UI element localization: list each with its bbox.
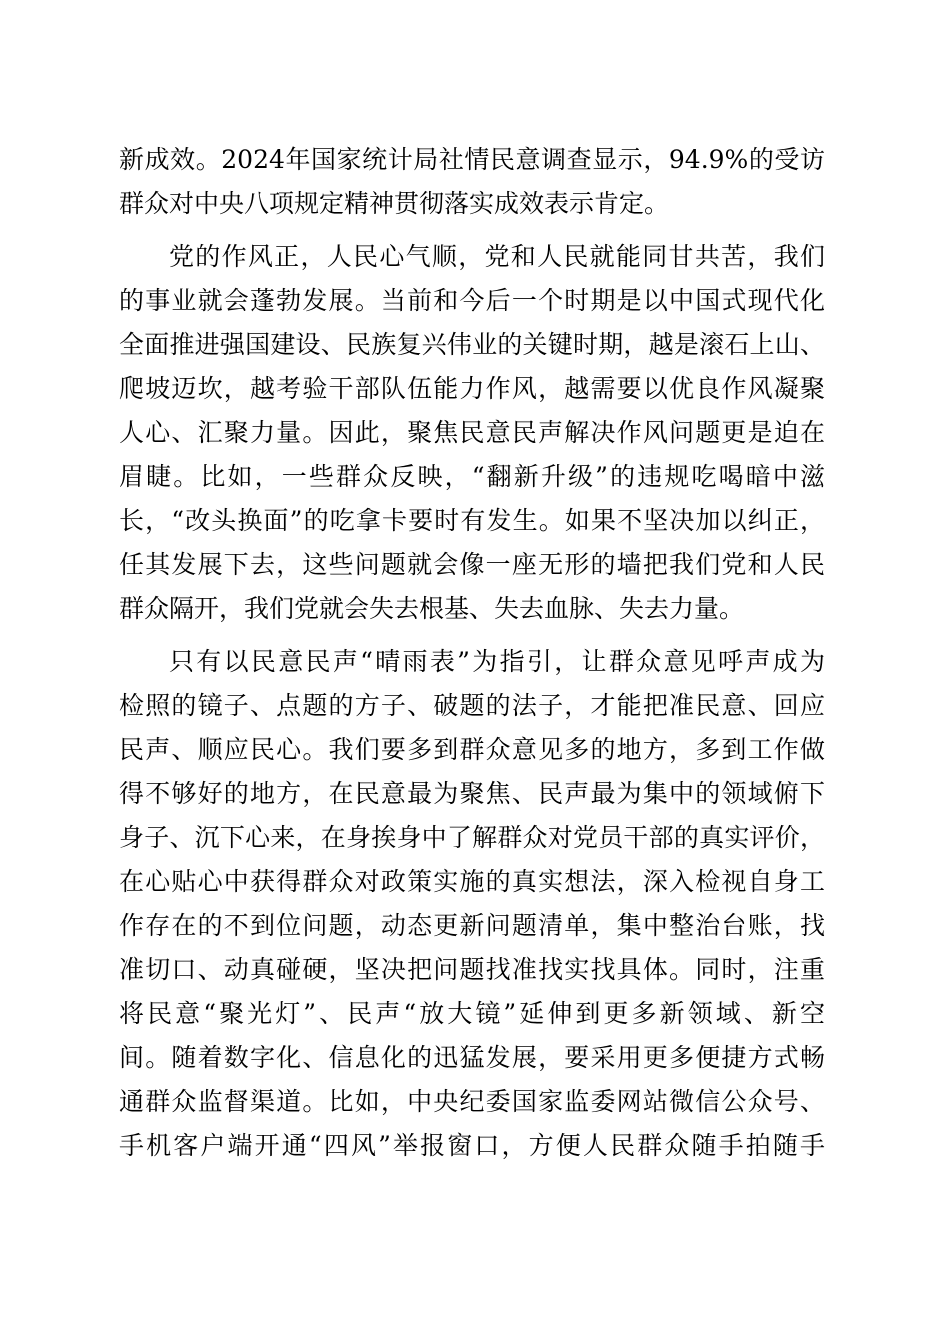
text-line: 间。随着数字化、信息化的迅猛发展，要采用更多便捷方式畅 <box>119 1043 825 1072</box>
text-line: 群众对中央八项规定精神贯彻落实成效表示肯定。 <box>119 189 670 218</box>
text-line: 手机客户端开通“四风”举报窗口，方便人民群众随手拍随手 <box>119 1131 825 1160</box>
paragraph-start-line: 党的作风正，人民心气顺，党和人民就能同甘共苦，我们 <box>169 242 825 271</box>
text-line: 全面推进强国建设、民族复兴伟业的关键时期，越是滚石上山、 <box>119 330 825 359</box>
text-line: 在心贴心中获得群众对政策实施的真实想法，深入检视自身工 <box>119 867 825 896</box>
text-line: 作存在的不到位问题，动态更新问题清单，集中整治台账，找 <box>119 911 825 940</box>
text-line: 民声、顺应民心。我们要多到群众意见多的地方，多到工作做 <box>119 735 825 764</box>
text-line: 长，“改头换面”的吃拿卡要时有发生。如果不坚决加以纠正， <box>119 506 825 535</box>
text-line: 准切口、动真碰硬，坚决把问题找准找实找具体。同时，注重 <box>119 955 825 984</box>
text-line: 爬坡迈坎，越考验干部队伍能力作风，越需要以优良作风凝聚 <box>119 374 825 403</box>
text-line: 将民意“聚光灯”、民声“放大镜”延伸到更多新领域、新空 <box>119 999 825 1028</box>
text-line: 通群众监督渠道。比如，中央纪委国家监委网站微信公众号、 <box>119 1087 825 1116</box>
text-line: 眉睫。比如，一些群众反映，“翻新升级”的违规吃喝暗中滋 <box>119 462 825 491</box>
text-line: 检照的镜子、点题的方子、破题的法子，才能把准民意、回应 <box>119 691 825 720</box>
text-line: 群众隔开，我们党就会失去根基、失去血脉、失去力量。 <box>119 594 745 623</box>
paragraph-start-line: 只有以民意民声“晴雨表”为指引，让群众意见呼声成为 <box>169 647 825 676</box>
text-line: 的事业就会蓬勃发展。当前和今后一个时期是以中国式现代化 <box>119 286 825 315</box>
text-line: 得不够好的地方，在民意最为聚焦、民声最为集中的领域俯下 <box>119 779 825 808</box>
text-line: 新成效。2024年国家统计局社情民意调查显示，94.9%的受访 <box>119 145 825 174</box>
text-line: 人心、汇聚力量。因此，聚焦民意民声解决作风问题更是迫在 <box>119 418 825 447</box>
text-line: 任其发展下去，这些问题就会像一座无形的墙把我们党和人民 <box>119 550 825 579</box>
text-line: 身子、沉下心来，在身挨身中了解群众对党员干部的真实评价， <box>119 823 825 852</box>
